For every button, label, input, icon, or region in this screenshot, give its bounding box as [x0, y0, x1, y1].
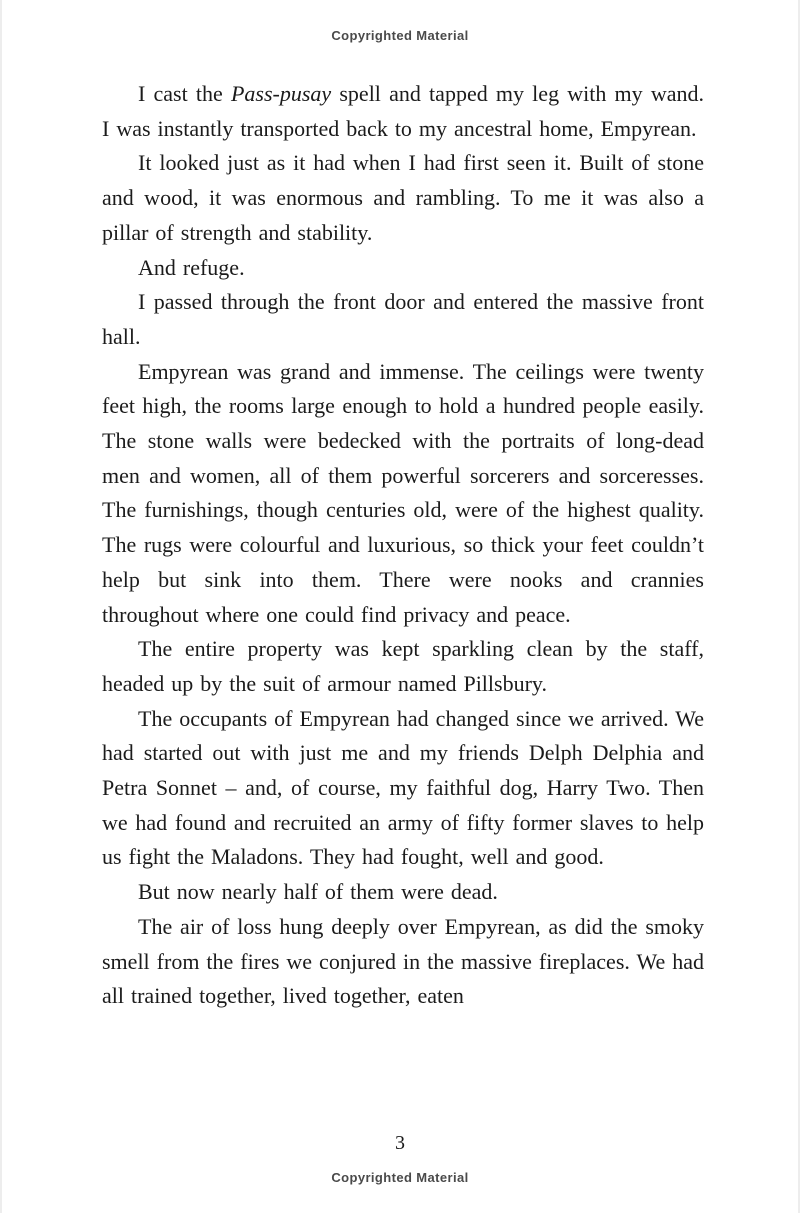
paragraph	[102, 910, 704, 1014]
paragraph	[102, 632, 704, 701]
paragraph	[102, 146, 704, 250]
paragraph	[102, 285, 704, 354]
text-run: The entire property was kept sparkling clean by the staff, headed up by the suit of armour named Pillsbury.	[102, 636, 704, 696]
copyright-notice-top: Copyrighted Material	[331, 28, 469, 43]
text-run: The occupants of Empyrean had changed since we arrived. We had started out with just me and my friends Delph Delphia and Petra Sonnet – and, of course, my faithful dog, Harry Two. Then we had found and recruited an army of fifty former slaves to help us fight the Maladons. They had fought, well and good.	[102, 705, 704, 870]
text-run: And refuge.	[138, 254, 245, 280]
text-run: Empyrean was grand and immense. The ceilings were twenty feet high, the rooms large enough to hold a hundred people easily. The stone walls were bedecked with the portraits of long-dead men and women, all of them powerful sorcerers and sorceresses. The furnishings, though centuries old, were of the highest quality. The rugs were colourful and luxurious, so thick your feet couldn’t help but sink into them. There were nooks and crannies throughout where one could find privacy and peace.	[102, 358, 704, 627]
text-run: But now nearly half of them were dead.	[138, 879, 498, 905]
text-run: spell and tapped my leg with my wand. I was instantly transported back to my ancestral home, Empyrean.	[102, 81, 704, 141]
paragraph	[102, 77, 704, 146]
text-run: I cast the	[138, 81, 231, 106]
page-body	[102, 77, 704, 1014]
copyright-notice-bottom: Copyrighted Material	[331, 1170, 469, 1185]
text-run: I passed through the front door and entered the massive front hall.	[102, 289, 704, 349]
text-run: The air of loss hung deeply over Empyrean, as did the smoky smell from the fires we conjured in the massive fireplaces. We had all trained together, lived together, eaten	[102, 913, 705, 1009]
italic-spell-name: Pass-pusay	[230, 81, 332, 106]
paragraph	[102, 251, 704, 286]
paragraph	[102, 355, 704, 633]
paragraph	[102, 702, 704, 876]
text-run: It looked just as it had when I had first seen it. Built of stone and wood, it was enormous and rambling. To me it was also a pillar of strength and stability.	[102, 150, 704, 245]
page-number: 3	[395, 1132, 405, 1154]
paragraph	[102, 875, 704, 910]
